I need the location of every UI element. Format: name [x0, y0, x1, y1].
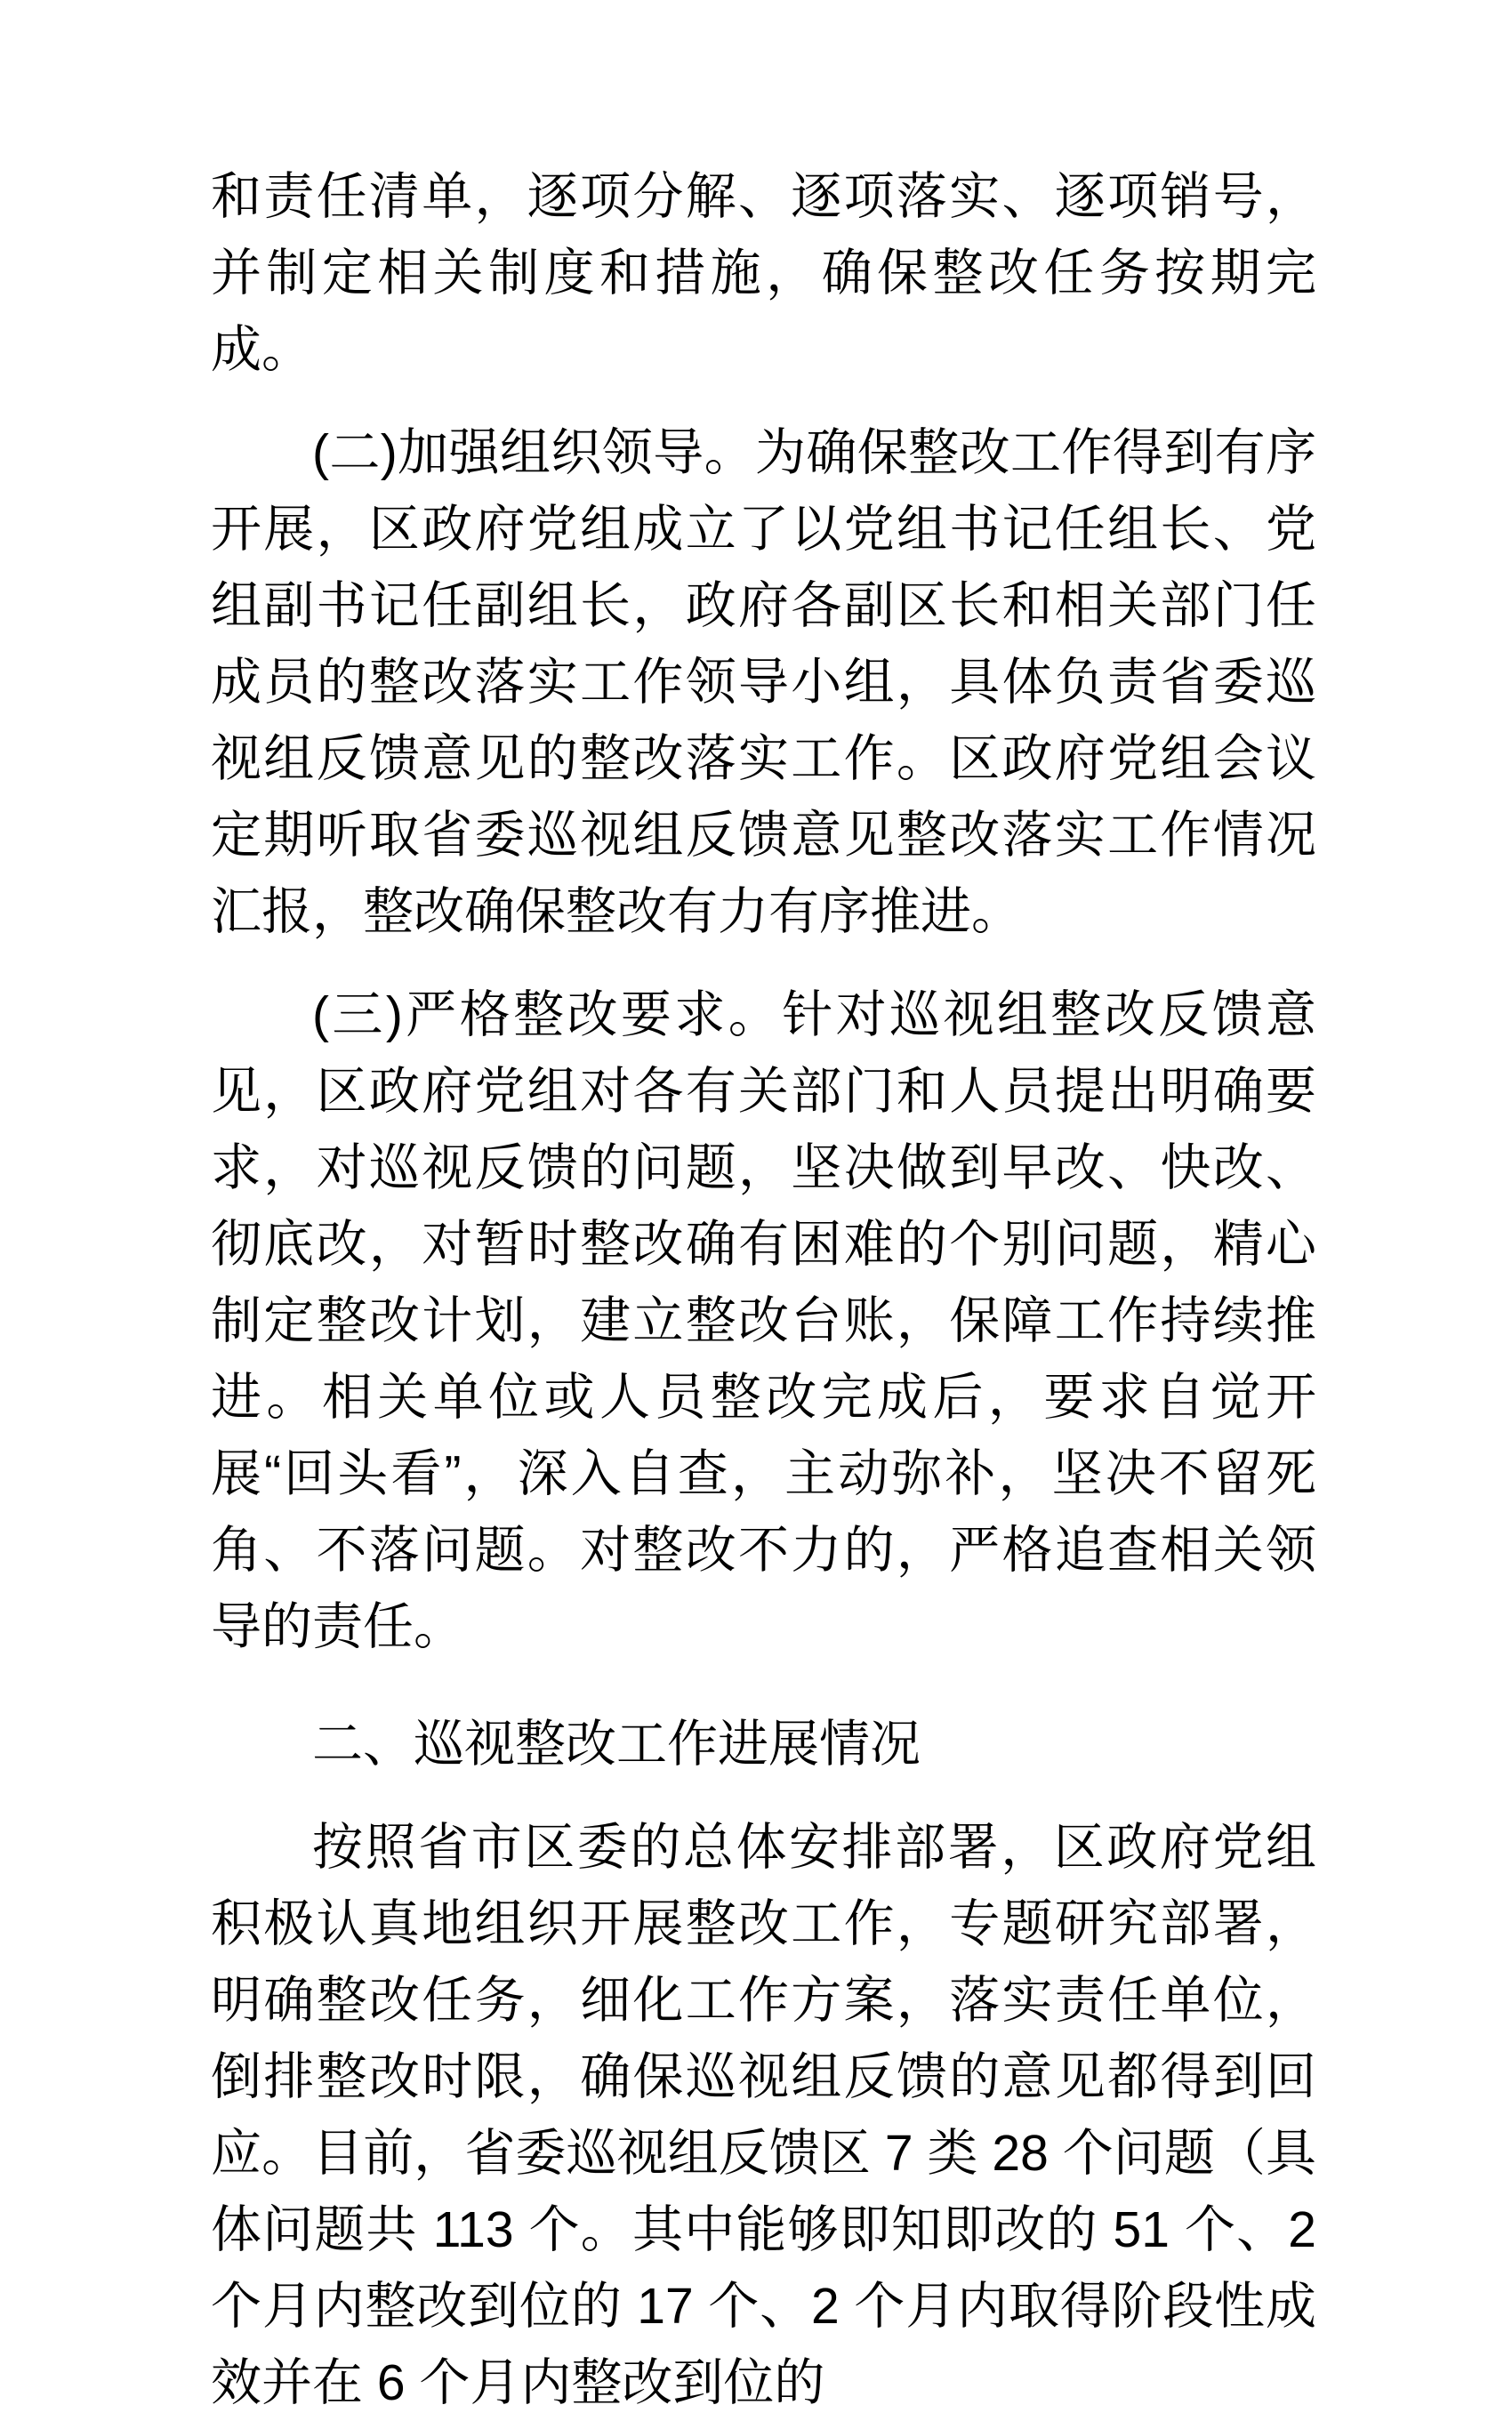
document-body	[211, 158, 1316, 2421]
paragraph-progress: 按照省市区委的总体安排部署，区政府党组积极认真地组织开展整改工作，专题研究部署，明确整改任务，细化工作方案，落实责任单位，倒排整改时限，确保巡视组反馈的意见都得到回应。目前，省委巡视组反馈区 7 类 28 个问题（具体问题共 113 个。其中能够即知即改的 51 个、2 个月内整改到位的 17 个、2 个月内取得阶段性成效并在 6 个月内整改到位的	[211, 1819, 1316, 2411]
paragraph-continuation: 和责任清单，逐项分解、逐项落实、逐项销号，并制定相关制度和措施，确保整改任务按期完成。	[211, 168, 1316, 378]
paragraph-section-two: (二)加强组织领导。为确保整改工作得到有序开展，区政府党组成立了以党组书记任组长、党组副书记任副组长，政府各副区长和相关部门任成员的整改落实工作领导小组，具体负责省委巡视组反馈意见的整改落实工作。区政府党组会议定期听取省委巡视组反馈意见整改落实工作情况汇报，整改确保整改有力有序推进。	[211, 424, 1316, 940]
section-heading-two: 二、巡视整改工作进展情况	[312, 1716, 921, 1773]
paragraph-spacer	[211, 388, 1316, 414]
paragraph-spacer	[211, 950, 1316, 977]
paragraph-spacer	[211, 1782, 1316, 1809]
heading-spacer	[211, 1665, 1316, 1706]
paragraph-section-three: (三)严格整改要求。针对巡视组整改反馈意见，区政府党组对各有关部门和人员提出明确要求，对巡视反馈的问题，坚决做到早改、快改、彻底改，对暂时整改确有困难的个别问题，精心制定整改计划，建立整改台账，保障工作持续推进。相关单位或人员整改完成后，要求自觉开展“回头看”，深入自查，主动弥补，坚决不留死角、不落问题。对整改不力的，严格追查相关领导的责任。	[211, 986, 1316, 1655]
